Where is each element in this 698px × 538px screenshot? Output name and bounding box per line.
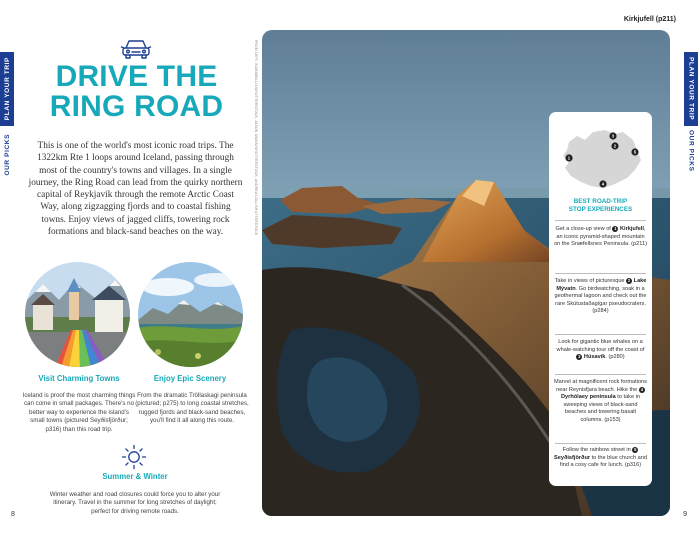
stop-item-5 xyxy=(553,447,648,470)
sun-icon xyxy=(121,444,147,470)
stop-3-text-after: . (p280) xyxy=(605,354,625,361)
stop-item-4 xyxy=(553,379,648,424)
seydisfjordur-photo xyxy=(25,262,130,367)
stop-item-3 xyxy=(553,339,648,362)
feature-heading-summer-winter: Summer & Winter xyxy=(102,472,168,481)
stop-5-number: 5 xyxy=(634,447,637,452)
photo-caption: Kirkjufell (p211) xyxy=(623,16,676,23)
stop-1-place: Kirkjufell xyxy=(619,226,644,233)
stop-2-text-after: . Go birdwatching, soak in a geothermal lagoon and check out the rare Skútustaðagígar pseudocraters. (p284) xyxy=(554,285,647,315)
side-tab-label: PLAN YOUR TRIP xyxy=(3,57,11,121)
side-tab-label: PLAN YOUR TRIP xyxy=(687,57,695,121)
stop-3-place: Húsavík xyxy=(583,354,606,361)
road-trip-stops-panel xyxy=(549,112,652,486)
stop-4-text-before: Marvel at magnificent rock formations near Reynisfjara beach. Hike the xyxy=(554,379,647,393)
trollaskagi-photo xyxy=(138,262,243,367)
panel-divider xyxy=(555,273,646,274)
side-label-text: OUR PICKS xyxy=(687,130,695,172)
stop-item-2 xyxy=(553,278,648,316)
panel-divider xyxy=(555,443,646,444)
side-tab-plan-your-trip-right xyxy=(684,52,698,126)
side-label-our-picks-right xyxy=(684,128,698,174)
stop-4-text-after: to take in sweeping views of black-sand beaches and towering basalt columns. (p153) xyxy=(563,394,640,423)
page-number-left: 8 xyxy=(11,511,15,518)
panel-heading-line-1: BEST ROAD-TRIP xyxy=(573,198,628,205)
side-tab-plan-your-trip-left xyxy=(0,52,14,126)
feature-text-towns: Iceland is proof the most charming things can come in small packages. There's no better way to experience the island's small towns (pictured Seyðisfjörður; p316) than this road trip. xyxy=(22,392,136,433)
stop-1-number: 1 xyxy=(614,226,617,231)
feature-text-summer-winter: Winter weather and road closures could force you to alter your itinerary. Travel in the summer for long stretches of daylight; perfect for driving remote roads. xyxy=(49,491,221,515)
stop-5-text-after: to the blue church and find a cosy cafe for lunch. (p316) xyxy=(559,454,647,469)
title-line-2: RING ROAD xyxy=(49,90,224,123)
stop-2-number: 2 xyxy=(627,278,631,283)
panel-divider xyxy=(555,220,646,221)
stop-2-text-before: Take in views of picturesque xyxy=(554,278,627,285)
stop-3-number: 3 xyxy=(578,354,581,359)
panel-heading-line-2: STOP EXPERIENCES xyxy=(568,206,633,213)
feature-heading-scenery: Enjoy Epic Scenery xyxy=(153,374,227,383)
feature-text-scenery: From the dramatic Tröllaskagi peninsula (pictured; p275) to long coastal stretches, rugged fjords and black-sand beaches, you'll find it all along this route. xyxy=(135,392,249,425)
map-marker-3: 3 xyxy=(611,133,615,139)
stop-5-text-before: Follow the rainbow street in xyxy=(562,447,633,454)
panel-divider xyxy=(555,374,646,375)
page-title xyxy=(24,62,249,122)
stop-1-text-before: Get a close-up view of xyxy=(555,226,613,233)
stop-4-number: 4 xyxy=(640,386,644,392)
map-marker-1: 1 xyxy=(567,155,571,161)
stop-1-text-after: , an iconic pyramid-shaped mountain on the Snæfellsnes Peninsula. (p211) xyxy=(554,226,647,248)
panel-divider xyxy=(555,334,646,335)
page-number-right: 9 xyxy=(683,511,687,518)
stop-3-text-before: Look for gigantic blue whales on a whale-watching tour off the coast of xyxy=(556,339,645,353)
panel-heading xyxy=(553,198,648,214)
photo-credit xyxy=(252,40,260,270)
intro-paragraph: This is one of the world's most iconic road trips. The 1322km Rte 1 loops around Iceland, passing through most of the country's towns and villages. In a single journey, the Ring Road can lead from the quirky northern capital of Reykjavík through the remote Arctic Coast Way, along zigzagging fjords and to coastal fishing towns. Enjoy views of jagged cliffs, towering rock formations and black-sand beaches on the way. xyxy=(28,141,243,238)
stop-item-1 xyxy=(553,226,648,249)
iceland-map xyxy=(557,122,645,194)
feature-heading-towns: Visit Charming Towns xyxy=(38,374,120,383)
stop-4-place: Dyrhólaey peninsula xyxy=(561,394,616,401)
side-label-text: OUR PICKS xyxy=(3,134,11,176)
title-line-1: DRIVE THE xyxy=(55,60,218,93)
map-marker-2: 2 xyxy=(613,143,617,149)
stop-2-place: Lake Mývatn xyxy=(556,278,647,292)
map-marker-4: 4 xyxy=(601,181,605,187)
stop-5-place: Seyðisfjörður xyxy=(554,454,591,461)
side-label-our-picks-left xyxy=(0,132,14,178)
map-marker-5: 5 xyxy=(633,149,637,155)
car-icon xyxy=(120,38,152,60)
photo-credit-text: FROM LEFT: ISARABELLIX/SHUTTERSTOCK, JASON SWAIN/SHUTTERSTOCK, ANDREA LOLL/SHUTTERSTOCK xyxy=(254,40,258,236)
